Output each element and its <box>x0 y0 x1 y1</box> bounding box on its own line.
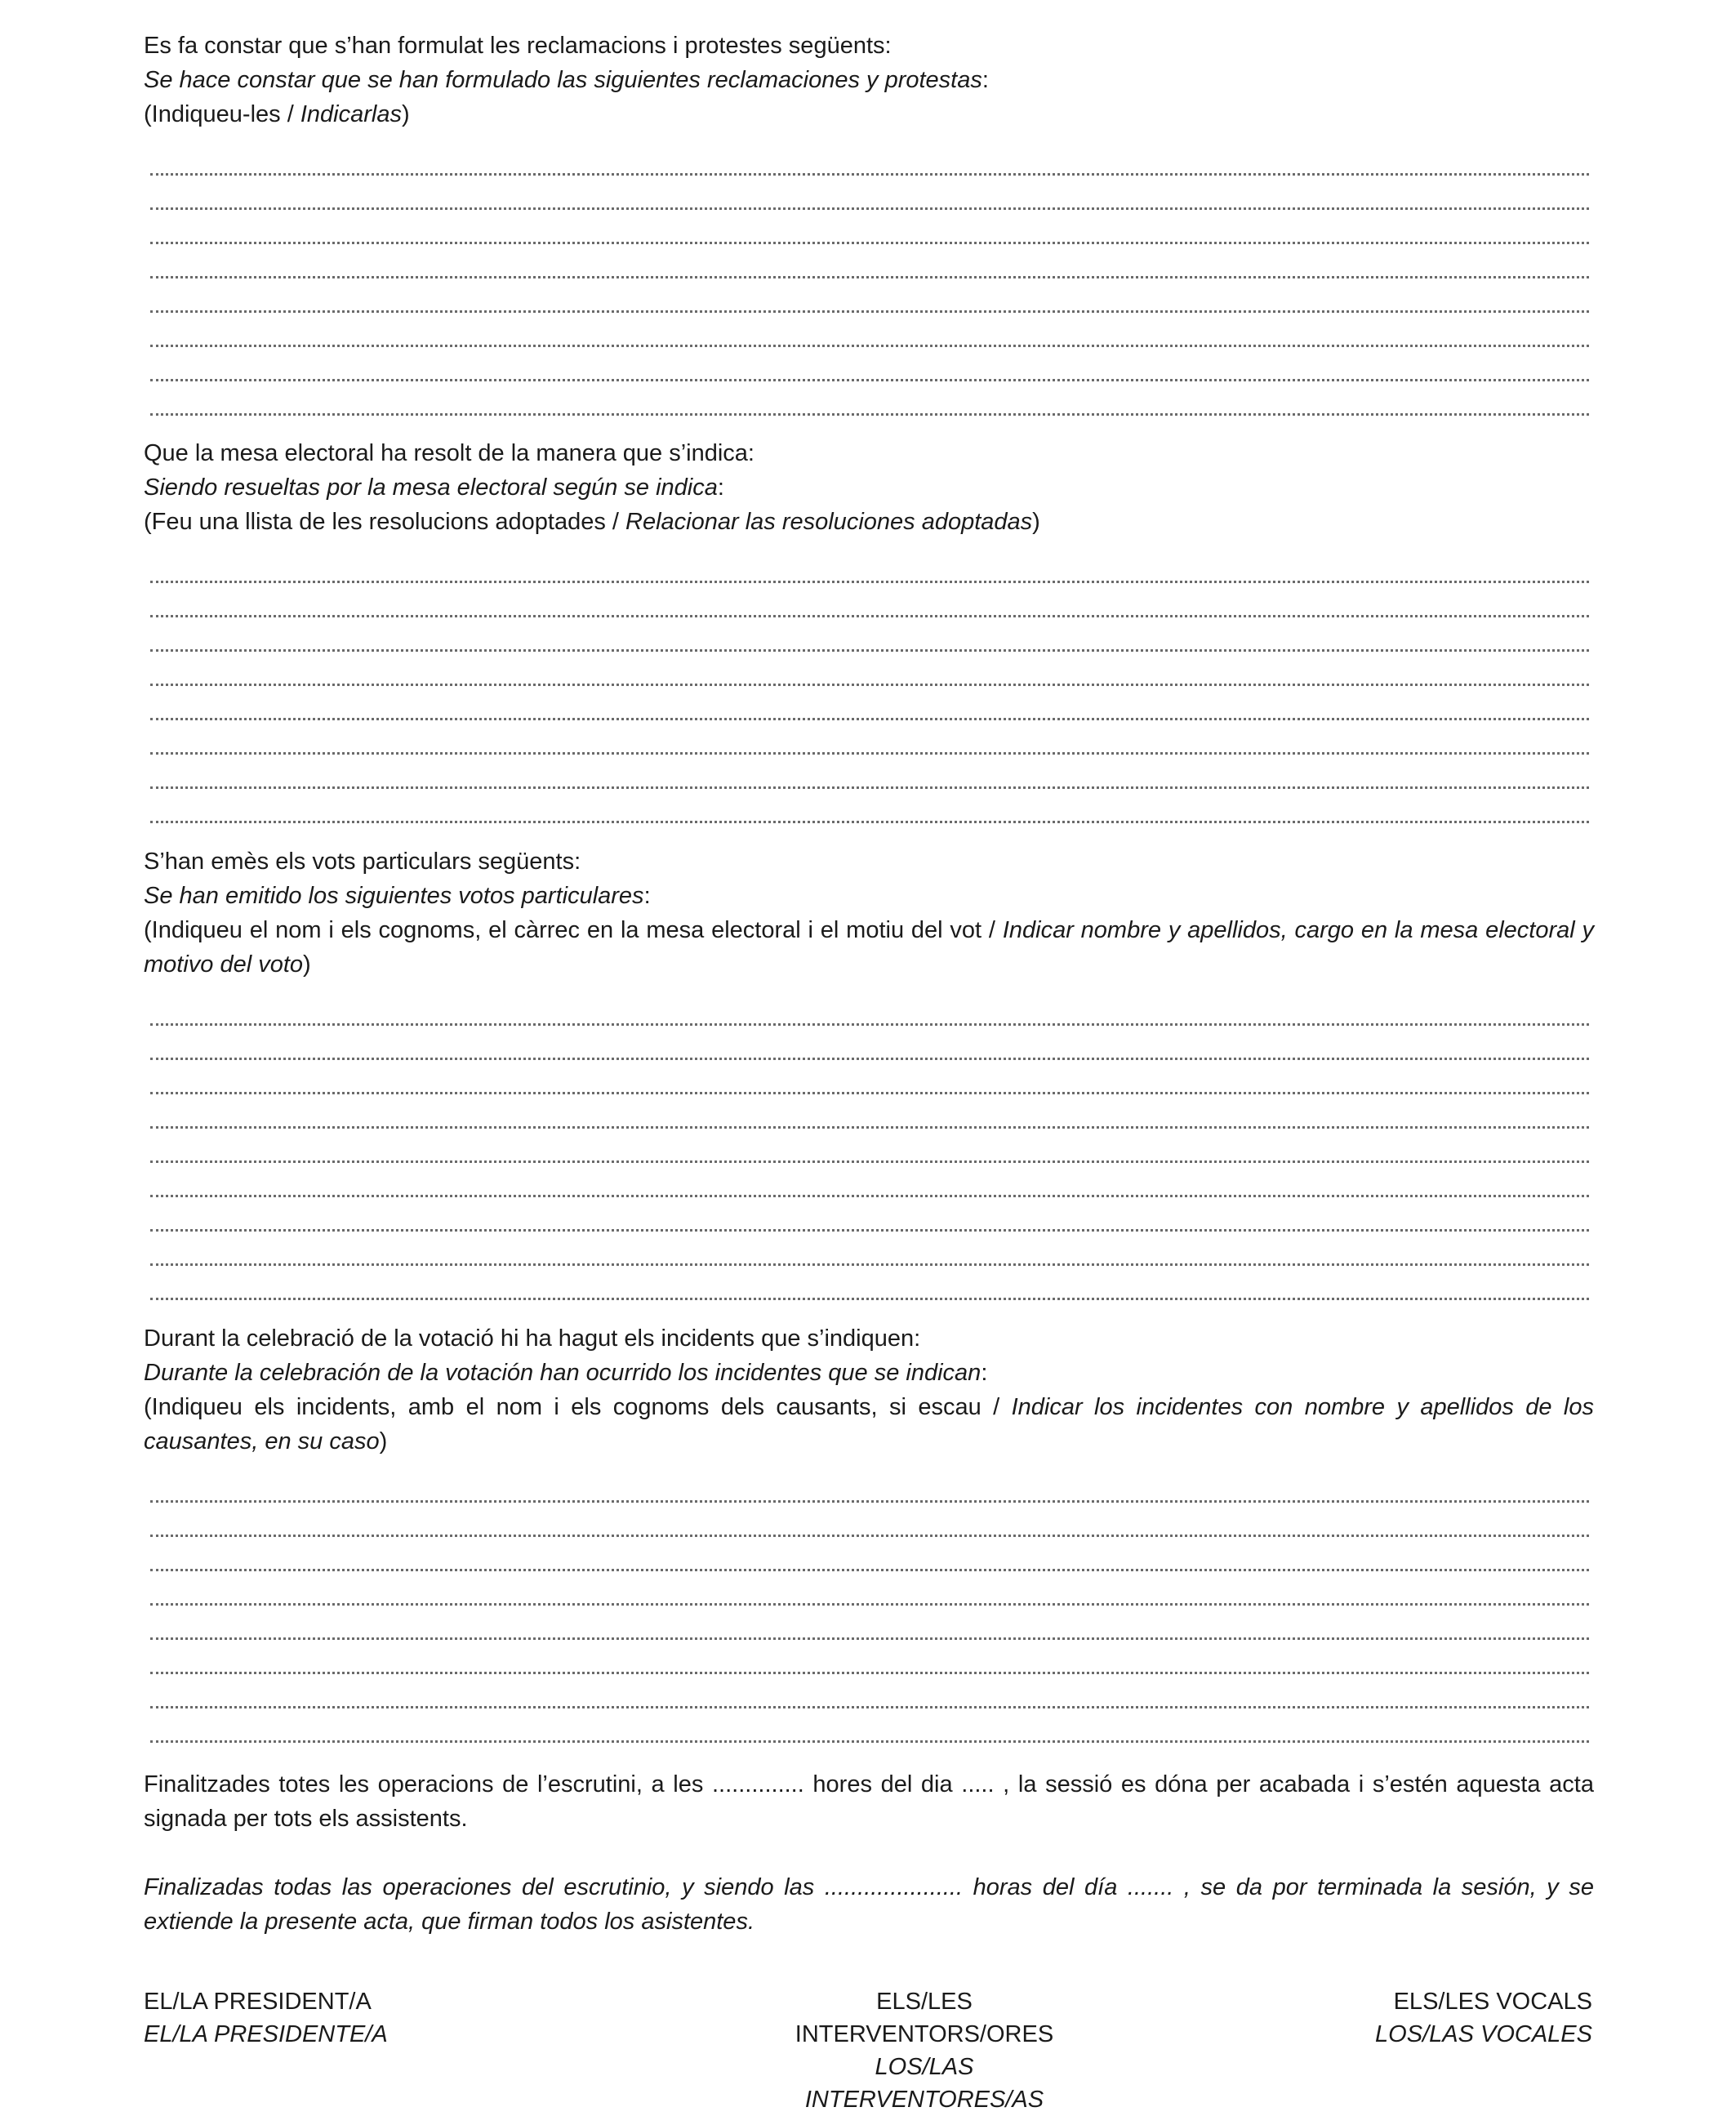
dotted-line[interactable] <box>150 210 1589 244</box>
signature-label-ca: ELS/LES VOCALS <box>1393 1989 1592 2015</box>
section-note-es: Relacionar las resoluciones adoptadas <box>625 509 1033 535</box>
dotted-answer-lines[interactable] <box>144 1468 1594 1743</box>
dotted-line[interactable] <box>150 583 1589 617</box>
section-title-es-colon: : <box>981 1360 988 1386</box>
section-note-es: Indicarlas <box>300 101 402 127</box>
section-title-es-text: Siendo resueltas por la mesa electoral según se indica <box>144 474 718 501</box>
dotted-line[interactable] <box>150 617 1589 652</box>
section-title-es <box>144 879 1594 913</box>
signature-president <box>144 1985 388 2051</box>
dotted-line[interactable] <box>150 549 1589 583</box>
dotted-answer-lines[interactable] <box>144 141 1594 416</box>
section-note-close: ) <box>303 951 311 978</box>
dotted-answer-lines[interactable] <box>144 991 1594 1300</box>
dotted-line[interactable] <box>150 1026 1589 1060</box>
section-note-es: Indicar los incidentes con nombre y apellidos de los causantes, en su caso <box>144 1394 1594 1454</box>
section-note-close: ) <box>401 101 410 127</box>
dotted-line[interactable] <box>150 1537 1589 1571</box>
dotted-line[interactable] <box>150 1232 1589 1266</box>
signature-label-es: LOS/LAS VOCALES <box>1375 2021 1592 2047</box>
dotted-line[interactable] <box>150 1640 1589 1674</box>
dotted-line[interactable] <box>150 313 1589 347</box>
dotted-line[interactable] <box>150 1094 1589 1129</box>
closing-es: Finalizadas todas las operaciones del escrutinio, y siendo las ..................... horas del día ....... , se da por terminada la sesión, y se extiende la presente acta, que firman todos los asistentes. <box>144 1874 1594 1935</box>
dotted-line[interactable] <box>150 141 1589 176</box>
section-title-ca: S’han emès els vots particulars següents: <box>144 849 581 875</box>
section-title-ca: Durant la celebració de la votació hi ha hagut els incidents que s’indiquen: <box>144 1325 921 1352</box>
section-note <box>144 913 1594 982</box>
section-note <box>144 97 1594 131</box>
dotted-line[interactable] <box>150 278 1589 313</box>
section-title-es-text: Durante la celebración de la votación han ocurrido los incidentes que se indican <box>144 1360 982 1386</box>
closing-ca: Finalitzades totes les operacions de l’escrutini, a les .............. hores del dia ..... , la sessió es dóna per acabada i s’estén aquesta acta signada per tots els assistents. <box>144 1771 1594 1832</box>
dotted-line[interactable] <box>150 1571 1589 1606</box>
dotted-line[interactable] <box>150 176 1589 210</box>
section-incidents <box>144 1321 1594 1743</box>
section-note-close: ) <box>379 1428 388 1454</box>
section-title-es-colon: : <box>982 67 989 93</box>
dotted-line[interactable] <box>150 686 1589 720</box>
dotted-line[interactable] <box>150 381 1589 416</box>
dotted-line[interactable] <box>150 1129 1589 1163</box>
signature-vocals <box>1375 1985 1592 2051</box>
dotted-line[interactable] <box>150 1468 1589 1503</box>
section-title-ca: Que la mesa electoral ha resolt de la manera que s’indica: <box>144 440 754 466</box>
signature-interventors <box>753 1985 1096 2116</box>
section-title-es <box>144 63 1594 97</box>
dotted-line[interactable] <box>150 991 1589 1026</box>
section-note-ca: (Indiqueu el nom i els cognoms, el càrrec en la mesa electoral i el motiu del vot / <box>144 917 1003 943</box>
signature-label-es: LOS/LAS INTERVENTORES/AS <box>804 2054 1044 2113</box>
section-resolucions <box>144 436 1594 823</box>
section-note-ca: (Indiqueu els incidents, amb el nom i els cognoms dels causants, si escau / <box>144 1394 1012 1420</box>
dotted-line[interactable] <box>150 789 1589 823</box>
signature-label-es: EL/LA PRESIDENTE/A <box>144 2021 388 2047</box>
section-reclamacions <box>144 29 1594 416</box>
dotted-answer-lines[interactable] <box>144 549 1594 823</box>
section-title-es-text: Se han emitido los siguientes votos particulares <box>144 883 644 909</box>
dotted-line[interactable] <box>150 1674 1589 1708</box>
dotted-line[interactable] <box>150 1503 1589 1537</box>
section-note <box>144 1390 1594 1459</box>
closing-statement <box>144 1767 1594 1939</box>
section-title-es-colon: : <box>717 474 724 501</box>
dotted-line[interactable] <box>150 244 1589 278</box>
dotted-line[interactable] <box>150 1197 1589 1232</box>
section-note-es: Indicar nombre y apellidos, cargo en la mesa electoral y motivo del voto <box>144 917 1594 978</box>
section-title-es-text: Se hace constar que se han formulado las siguientes reclamaciones y protestas <box>144 67 982 93</box>
dotted-line[interactable] <box>150 755 1589 789</box>
section-note-ca: (Feu una llista de les resolucions adoptades / <box>144 509 626 535</box>
signature-label-ca: EL/LA PRESIDENT/A <box>144 1989 372 2015</box>
dotted-line[interactable] <box>150 1708 1589 1743</box>
dotted-line[interactable] <box>150 1266 1589 1300</box>
section-title-es <box>144 470 1594 505</box>
section-title-ca: Es fa constar que s’han formulat les reclamacions i protestes següents: <box>144 33 892 59</box>
section-title-es-colon: : <box>643 883 651 909</box>
dotted-line[interactable] <box>150 1606 1589 1640</box>
dotted-line[interactable] <box>150 652 1589 686</box>
dotted-line[interactable] <box>150 1163 1589 1197</box>
dotted-line[interactable] <box>150 347 1589 381</box>
section-note-close: ) <box>1032 509 1040 535</box>
section-note <box>144 505 1594 539</box>
signature-label-ca: ELS/LES INTERVENTORS/ORES <box>795 1989 1054 2047</box>
section-vots-particulars <box>144 844 1594 1300</box>
section-title-es <box>144 1356 1594 1390</box>
dotted-line[interactable] <box>150 1060 1589 1094</box>
section-note-ca: (Indiqueu-les / <box>144 101 300 127</box>
dotted-line[interactable] <box>150 720 1589 755</box>
